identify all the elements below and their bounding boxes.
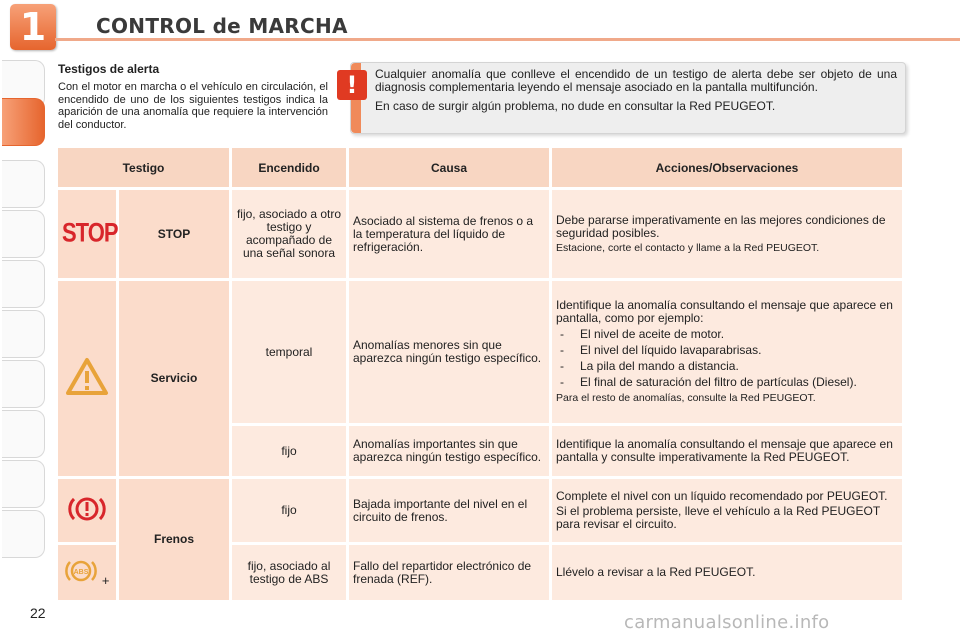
page-header	[0, 0, 960, 50]
header-divider	[55, 38, 960, 41]
frenos-lamp-cell	[58, 479, 116, 542]
frenos-accion-2: Si el problema persiste, lleve el vehículo a la Red PEUGEOT para revisar el circuito.	[556, 504, 880, 531]
warning-text	[375, 68, 897, 119]
servicio-encendido-temporal: temporal	[232, 281, 346, 423]
warning-paragraph-1: Cualquier anomalía que conlleve el encendido de un testigo de alerta debe ser objeto de una diagnosis complementaria leyendo el mensaje asociado en la pantalla multifunción.	[375, 67, 897, 94]
servicio-accion-intro: Identifique la anomalía consultando el mensaje que aparece en pantalla, como por ejemplo:	[556, 298, 893, 325]
servicio-nota: Para el resto de anomalías, consulte la Red PEUGEOT.	[556, 392, 816, 404]
stop-name: STOP	[119, 190, 229, 278]
frenos-accion-1: Complete el nivel con un líquido recomendado por PEUGEOT.	[556, 489, 888, 503]
chapter-tab[interactable]	[2, 460, 45, 508]
warning-box	[350, 62, 906, 134]
chapter-tab[interactable]	[2, 160, 45, 208]
chapter-badge: 1	[10, 4, 56, 50]
header-acciones: Acciones/Observaciones	[552, 148, 902, 187]
chapter-tabs	[0, 60, 48, 580]
stop-lamp-cell	[58, 190, 116, 278]
chapter-tab-active[interactable]	[2, 98, 45, 146]
intro-section	[58, 62, 328, 131]
frenos-accion-ref: Llévelo a revisar a la Red PEUGEOT.	[552, 545, 902, 600]
servicio-name: Servicio	[119, 281, 229, 476]
warning-triangle-icon	[65, 357, 109, 397]
frenos-acciones-nivel	[552, 479, 902, 542]
warning-paragraph-2: En caso de surgir algún problema, no dude en consultar la Red PEUGEOT.	[375, 99, 776, 113]
abs-lamp-cell	[58, 545, 116, 600]
servicio-accion-fijo: Identifique la anomalía consultando el mensaje que aparece en pantalla y consulte imperativamente la Red PEUGEOT.	[552, 426, 902, 476]
frenos-causa-ref: Fallo del repartidor electrónico de frenada (REF).	[349, 545, 549, 600]
header-causa: Causa	[349, 148, 549, 187]
stop-acciones	[552, 190, 902, 278]
header-encendido: Encendido	[232, 148, 346, 187]
servicio-lamp-cell	[58, 281, 116, 476]
table-row-stop	[58, 190, 902, 278]
servicio-causa-temporal: Anomalías menores sin que aparezca ningún testigo específico.	[349, 281, 549, 423]
frenos-encendido-nivel: fijo	[232, 479, 346, 542]
servicio-causa-fijo: Anomalías importantes sin que aparezca ningún testigo específico.	[349, 426, 549, 476]
brake-warning-icon	[67, 493, 107, 525]
frenos-name: Frenos	[119, 479, 229, 600]
page-number: 22	[30, 605, 46, 621]
intro-text: Con el motor en marcha o el vehículo en circulación, el encendido de uno de los siguientes testigos indica la aparición de una anomalía que requiere la intervención del conductor.	[58, 81, 328, 131]
stop-causa: Asociado al sistema de frenos o a la temperatura del líquido de refrigeración.	[349, 190, 549, 278]
list-item: - El nivel de aceite de motor.	[556, 328, 898, 341]
stop-encendido: fijo, asociado a otro testigo y acompañado de una señal sonora	[232, 190, 346, 278]
plus-sign: +	[101, 573, 110, 588]
servicio-examples-list	[556, 328, 898, 389]
list-item: - El nivel del líquido lavaparabrisas.	[556, 344, 898, 357]
exclamation-icon: !	[337, 70, 367, 100]
table-row-servicio-temporal	[58, 281, 902, 423]
svg-text:ABS: ABS	[73, 569, 88, 576]
chapter-tab[interactable]	[2, 260, 45, 308]
page-title: CONTROL de MARCHA	[96, 14, 348, 38]
list-item: - El final de saturación del filtro de partículas (Diesel).	[556, 376, 898, 389]
chapter-tab[interactable]	[2, 410, 45, 458]
table-header-row	[58, 148, 902, 187]
frenos-causa-nivel: Bajada importante del nivel en el circuito de frenos.	[349, 479, 549, 542]
list-item: - La pila del mando a distancia.	[556, 360, 898, 373]
stop-accion: Debe pararse imperativamente en las mejores condiciones de seguridad posibles.	[556, 212, 886, 240]
stop-icon: STOP	[62, 217, 118, 247]
chapter-tab[interactable]	[2, 310, 45, 358]
warning-lamps-table	[55, 145, 905, 603]
chapter-tab[interactable]	[2, 360, 45, 408]
chapter-tab[interactable]	[2, 510, 45, 558]
stop-nota: Estacione, corte el contacto y llame a la Red PEUGEOT.	[556, 241, 820, 254]
table-row-frenos-nivel	[58, 479, 902, 542]
brake-abs-icon	[65, 557, 97, 585]
chapter-tab[interactable]	[2, 210, 45, 258]
intro-title: Testigos de alerta	[58, 62, 160, 76]
frenos-encendido-ref: fijo, asociado al testigo de ABS	[232, 545, 346, 600]
servicio-encendido-fijo: fijo	[232, 426, 346, 476]
servicio-acciones-temporal	[552, 281, 902, 423]
watermark: carmanualsonline.info	[624, 612, 830, 633]
header-testigo: Testigo	[58, 148, 229, 187]
